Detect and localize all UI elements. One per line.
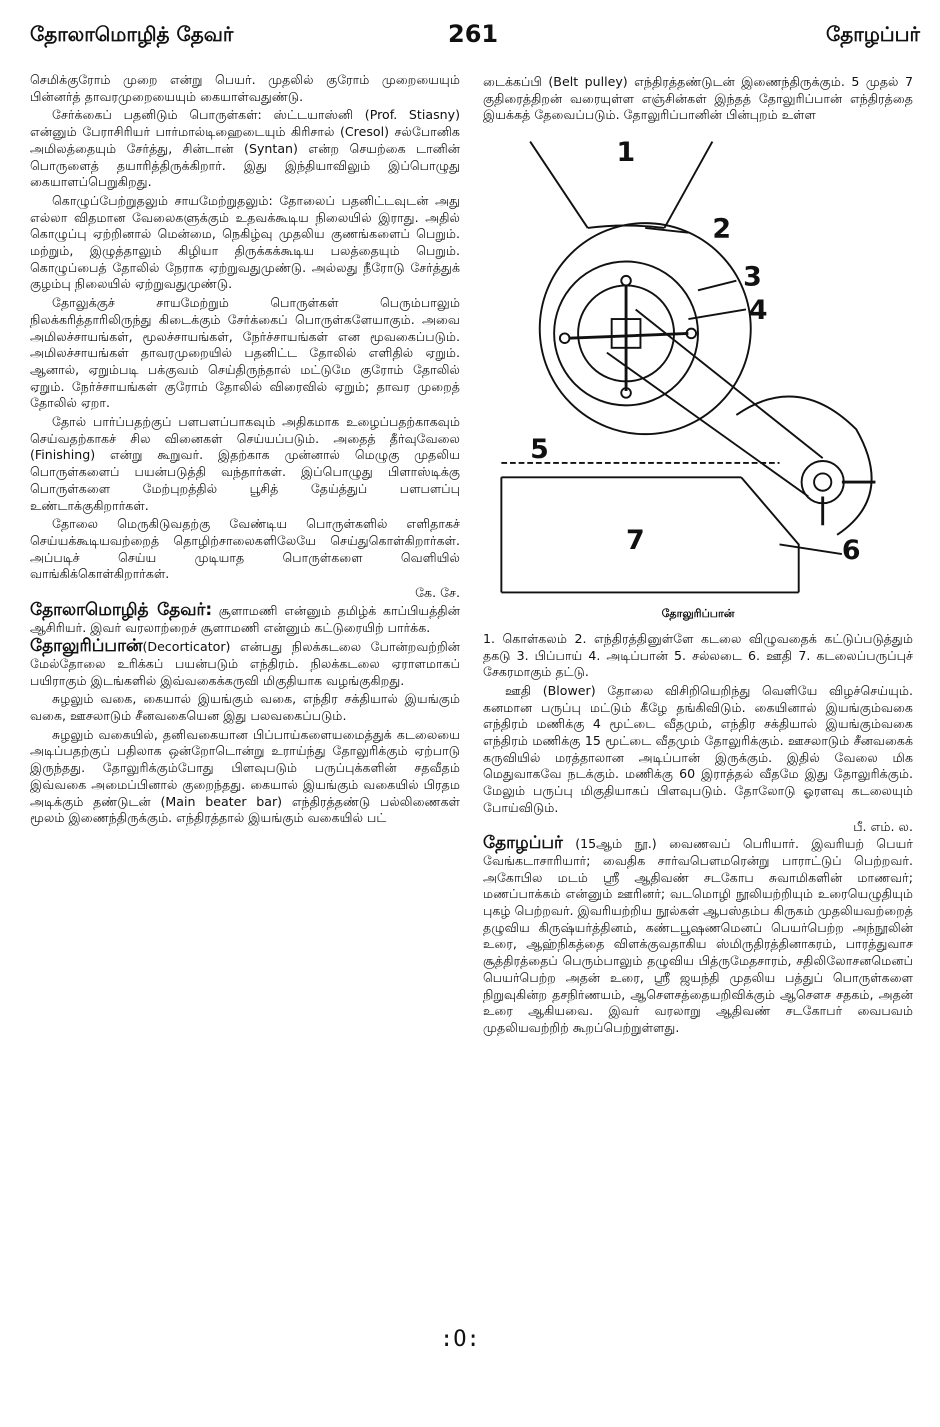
entry-tholurippan [30,638,460,689]
diagram-label-7: 7 [626,525,645,557]
paragraph: ஊதி (Blower) தோலை விசிறியெறிந்து வெளியே விழச்செய்யும். கனமான பருப்பு மட்டும் கீழே தங்கிவிடும். கையினால் இயங்கும்வகை எந்திரம் மணிக்கு 4 மூட்டை வீதமும், எந்திர சக்தியால் இயங்கும்வகை எந்திரம் மணிக்கு 15 மூட்டை வீதமும் தோலுரிக்கும். ஊசலாடும் சீனவகைக் கருவியில் மரத்தாலான அடிப்பான் இருக்கும். இதில் வேலை மிக மெதுவாகவே நடக்கும். மணிக்கு 60 இராத்தல் வீதமே இது தோலுரிக்கும். மேலும் பருப்பு மிகுதியாகப் பிளவுபடும். தோலோடு ஓரளவு கடலையும் போய்விடும். [483,682,913,815]
paragraph: தோலை மெருகிடுவதற்கு வேண்டிய பொருள்களில் எளிதாகச் செய்யக்கூடியவற்றைத் தொழிற்சாலைகளிலேயே செய்துகொள்கிறார்கள். அப்படிச் செய்ய முடியாத பொருள்களை வெளியில் வாங்கிக்கொள்கிறார்கள். [30,516,460,582]
paragraph: கொழுப்பேற்றுதலும் சாயமேற்றுதலும்: தோலைப் பதனிட்டவுடன் அது எல்லா விதமான வேலைகளுக்கும் உதவக்கூடிய நிலையில் இராது. அதில் கொழுப்பு ஏற்றினால் மென்மை, நெகிழ்வு முதலிய குணங்களைப் பெறும். மற்றும், இழுத்தாலும் கிழியா திருக்கக்கூடிய பலத்தையும் பெறும். கொழுப்பைத் தோலில் நேராக ஏற்றுவதுமுண்டு. அல்லது நீரோடு சேர்த்துக் குழம்பு நிலையில் ஏற்றுவதுமுண்டு. [30,192,460,292]
left-column [30,72,460,829]
figure-caption: 1. கொள்கலம் 2. எந்திரத்தினுள்ளே கடலை விழுவதைக் கட்டுப்படுத்தும் தகடு 3. பிப்பாய் 4. அடிப்பான் 5. சல்லடை 6. ஊதி 7. கடலைப்பருப்புச் சேகரமாகும் தட்டு. [483,630,913,680]
paragraph: சுழலும் வகையில், தனிவகையான பிப்பாய்களையமைத்துக் கடலையை அடிப்பதற்குப் பதிலாக ஒன்றோடொன்று உராய்ந்து தோலுரிக்கும் ஏற்பாடு இருந்தது. தோலுரிக்கும்போது பிளவுபடும் பருப்புக்களின் சதவீதம் இவ்வகை அமைப்பினால் குறைந்தது. கையால் இயங்கும் வகையில் பிரதம அடிக்கும் தண்டுடன் (Main beater bar) எந்திரத்தண்டு பல்லிணைகள் மூலம் இணைந்திருக்கும். எந்திரத்தால் இயங்கும் வகையில் பட் [30,726,460,826]
paragraph: தோலுக்குச் சாயமேற்றும் பொருள்கள் பெரும்பாலும் நிலக்கரித்தாரிலிருந்து கிடைக்கும் சேர்க்கைப் பொருள்களேயாகும். அவை அமிலச்சாயங்கள், மூலச்சாயங்கள், நேர்ச்சாயங்கள் என மூவகைப்படும். அமிலச்சாயங்கள் தாவரமுறையில் பதனிட்ட தோலில் எளிதில் ஏறும். ஆனால், ஏறும்படி பக்குவம் செய்திருந்தால் மட்டுமே குரோம் தோலில் ஏறும். நேர்ச்சாயங்கள் குரோம் தோலில் விரைவில் ஏறும்; தாவர முறைத் தோலில் ஏறா. [30,295,460,411]
diagram-label-2: 2 [712,213,732,245]
author-signature: பீ. எம். ல. [853,818,913,834]
entry-text: வைணவப் பெரியார். இவரியற் பெயர் வேங்கடாசாரியார்; வைதிக சார்வபௌமரென்று பாராட்டுப் பெற்றவர். அகோபில மடம் ஸ்ரீ ஆதிவண் சடகோப சுவாமிகளின் மாணவர்; மணப்பாக்கம் என்னும் ஊரினர்; வடமொழி நூலியற்றியும் உரையெழுதியும் புகழ் பெற்றவர். இவரியற்றிய நூல்கள் ஆபஸ்தம்ப கிருகம் முதலியவற்றைத் தழுவிய கிருஷ்யர்த்தினம், கண்டபூஷணமெனப் பெயர்பெற்ற அந்நூலின் உரை, ஆஹ்நிகத்தை விளக்குவதாகிய ஸ்மிருதிரத்தினாகரம், பாரத்துவாச சூத்திரத்தைப் பெரும்பாலும் தழுவிய பித்ருமேதசாரம், சதிலிலோசனமெனப் பெயர்பெற்ற அதன் உரை, ஸ்ரீ ஜயந்தி முதலிய பத்துப் பொருள்களை நிறுவுகின்ற தசநிர்ணயம், ஆசௌசத்தையறிவிக்கும் ஆசௌச சதகம், அதன் உரை ஆகியவை. இவர் வரலாறு ஆதிவண் சடகோபர் வைபவம் முதலியவற்றிற் கூறப்பெற்றுள்ளது. [483,836,913,1035]
decorticator-diagram [483,132,913,602]
entry-headword: தோழப்பர் [483,833,563,854]
entry-headword: தோலுரிப்பான் [30,636,143,657]
paragraph: சுழலும் வகை, கையால் இயங்கும் வகை, எந்திர சக்தியால் இயங்கும் வகை, ஊசலாடும் சீனவகையென இது பலவகைப்படும். [30,691,460,724]
page-number: 261 [448,20,499,48]
author-signature: கே. சே. [415,585,460,601]
entry-headword: தோலாமொழித் தேவர்: [30,599,213,620]
diagram-label-5: 5 [530,434,549,466]
entry-latin: (Decorticator) [142,639,231,655]
right-column [483,74,913,1039]
running-head-right: தோழப்பர் [826,22,920,46]
page-footer-ornament: :O: [440,1327,480,1352]
paragraph: செமிக்குரோம் முறை என்று பெயர். முதலில் குரோம் முறையையும் பின்னர்த் தாவரமுறையையும் கையாள்வதுண்டு. [30,72,460,104]
paragraph: தோல் பார்ப்பதற்குப் பளபளப்பாகவும் அதிகமாக உழைப்பதற்காகவும் செய்வதற்காகச் சில வினைகள் செய்யப்படும். அதைத் தீர்வுவேலை (Finishing) என்று கூறுவர். இதற்காக முன்னால் மெழுகு முதலிய பொருள்களைப் பயன்படுத்தி வந்தார்கள். இப்பொழுது பிளாஸ்டிக்கு பொருள்களை மேற்புறத்தில் பூசித் தேய்த்துப் பளபளப்பு உண்டாக்குகிறார்கள். [30,414,460,513]
entry-thozhappar [483,835,913,1036]
running-head-left: தோலாமொழித் தேவர் [30,22,234,46]
paragraph: டைக்கப்பி (Belt pulley) எந்திரத்தண்டுடன் இணைந்திருக்கும். 5 முதல் 7 குதிரைத்திறன் வரையுள்ள எஞ்சின்கள் இந்தத் தோலுரிப்பான் எந்திரத்தை இயக்கத் தேவைப்படும். தோலுரிப்பானின் பின்புறம் உள்ள [483,74,913,123]
entry-tholamozhi [30,599,460,636]
paragraph: சேர்க்கைப் பதனிடும் பொருள்கள்: ஸ்ட்டயாஸ்னி (Prof. Stiasny) என்னும் பேராசிரியர் பார்மால்டிஹைடையும் கிரிசால் (Cresol) சல்போனிக அமிலத்தையும் சேர்த்து, சின்டான் (Syntan) என்ற செயற்கை டானின் பொருளைத் தயாரித்திருக்கிறார். இது இந்தியாவிலும் இப்பொழுது கையாளப்பெறுகிறது. [30,107,460,190]
diagram-label-4: 4 [748,295,768,327]
figure-title: தோலுரிப்பான் [661,607,735,621]
entry-text: சூளாமணி என்னும் தமிழ்க் காப்பியத்தின் ஆசிரியர். இவர் வரலாற்றைச் சூளாமணி என்னும் கட்டுரையிற் பார்க்க. [30,602,460,635]
diagram-label-6: 6 [841,534,861,566]
entry-dates: (15ஆம் நூ.) [575,836,657,852]
diagram-label-1: 1 [616,136,636,168]
entry-text: என்பது நிலக்கடலை போன்றவற்றின் மேல்தோலை உரிக்கப் பயன்படும் எந்திரம். நிலக்கடலை ஏராளமாகப் பயிராகும் இடங்களில் இவ்வகைக்கருவி மிகுதியாக வழங்குகிறது. [30,639,460,688]
diagram-label-3: 3 [743,261,762,293]
